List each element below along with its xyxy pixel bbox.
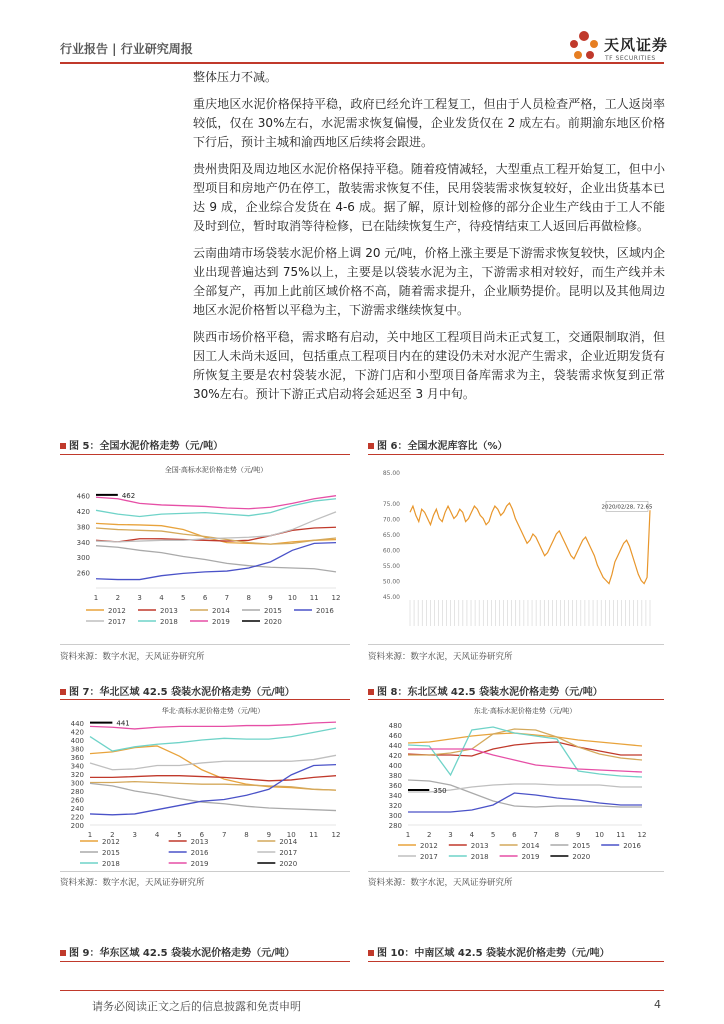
logo-icon: [566, 28, 602, 64]
footer-rule: [60, 990, 664, 991]
y-tick-label: 440: [70, 720, 84, 728]
legend-label-2017: 2017: [108, 618, 126, 626]
fig7-source: 资料来源：数字水泥，天风证券研究所: [60, 878, 205, 888]
legend-label-2019: 2019: [190, 860, 209, 868]
legend-label-2014: 2014: [279, 838, 298, 846]
fig6-chart: [368, 460, 664, 640]
legend-label-2020: 2020: [572, 853, 591, 861]
y-tick-label: 460: [76, 492, 90, 501]
series-line-2016: [408, 793, 642, 812]
x-tick-label: 12: [637, 831, 647, 839]
y-tick-label: 300: [70, 779, 84, 788]
y-tick-label: 260: [70, 796, 84, 805]
paragraph: 云南曲靖市场袋装水泥价格上调 20 元/吨，价格上涨主要是下游需求恢复较快，区域内企业出现普遍达到 75%以上，主要是以袋装水泥为主，下游需求相对较好，而生产线并未全部复产，再加上此前区域价格不高，随着需求提升，企业顺势提价。昆明以及其他周边地区水泥价格暂以平稳为主，下游需求继续恢复中。: [193, 246, 665, 317]
y-tick-label: 340: [76, 538, 90, 547]
y-tick-label: 300: [388, 812, 402, 820]
x-tick-label: 8: [246, 594, 251, 602]
legend-label-2012: 2012: [108, 607, 126, 615]
y-tick-label: 85.00: [382, 470, 400, 477]
x-tick-label: 6: [202, 594, 208, 602]
y-tick-label: 320: [388, 802, 402, 810]
x-tick-label: 8: [244, 831, 249, 839]
fig10-rule: [368, 961, 664, 962]
page-number: 4: [654, 998, 661, 1011]
y-tick-label: 50.00: [382, 578, 400, 586]
series-line-2018: [90, 728, 336, 751]
header-rule: [60, 62, 664, 64]
legend-label-2015: 2015: [572, 842, 591, 850]
y-tick-label: 70.00: [382, 516, 400, 524]
y-tick-label: 340: [388, 792, 402, 800]
x-tick-label: 1: [93, 594, 99, 602]
y-tick-label: 440: [388, 742, 402, 750]
fig8-title: 图 8：东北区域 42.5 袋装水泥价格走势（元/吨）: [368, 683, 603, 698]
y-tick-label: 300: [76, 554, 90, 563]
logo-name-en: TF SECURITIES: [605, 55, 656, 62]
y-tick-label: 75.00: [382, 501, 400, 508]
fig6-svg: [368, 460, 664, 640]
y-tick-label: 340: [70, 762, 84, 771]
fig8-rule: [368, 699, 664, 700]
legend-label-2018: 2018: [102, 860, 120, 868]
x-tick-label: 10: [287, 594, 297, 602]
footer-disclaimer: 请务必阅读正文之后的信息披露和免责申明: [92, 1000, 301, 1013]
fig9-rule: [60, 961, 350, 962]
x-tick-label: 4: [159, 594, 164, 602]
x-tick-label: 2: [110, 831, 115, 839]
y-tick-label: 420: [70, 728, 84, 737]
fig6-source: 资料来源：数字水泥，天风证券研究所: [368, 652, 513, 662]
legend-label-2020: 2020: [279, 860, 298, 868]
fig8-chart: [368, 703, 664, 868]
legend-label-2015: 2015: [264, 607, 282, 615]
fig10-title: 图 10：中南区域 42.5 袋装水泥价格走势（元/吨）: [368, 944, 610, 959]
fig5-title: 图 5：全国水泥价格走势（元/吨）: [60, 437, 223, 452]
legend-label-2012: 2012: [420, 842, 438, 850]
x-tick-label: 9: [268, 594, 273, 602]
x-tick-label: 2: [427, 831, 432, 839]
y-tick-label: 280: [388, 822, 402, 830]
legend-label-2018: 2018: [470, 853, 489, 861]
x-tick-label: 10: [594, 831, 604, 839]
fig8-svg: [368, 703, 664, 868]
x-tick-label: 3: [448, 831, 453, 839]
x-tick-label: 5: [181, 594, 186, 602]
fig8-bottom-rule: [368, 871, 664, 872]
y-tick-label: 200: [70, 822, 84, 830]
x-tick-label: 4: [154, 831, 160, 839]
legend-label-2015: 2015: [102, 849, 120, 857]
fig5-bottom-rule: [60, 644, 350, 645]
y-tick-label: 260: [76, 569, 90, 578]
legend-label-2017: 2017: [279, 849, 298, 857]
legend-label-2014: 2014: [212, 607, 230, 615]
x-tick-label: 7: [533, 831, 538, 839]
fig5-source: 资料来源：数字水泥，天风证券研究所: [60, 652, 205, 662]
fig5-svg: [60, 458, 350, 638]
fig5-chart: [60, 458, 350, 638]
y-tick-label: 280: [70, 788, 84, 796]
y-tick-label: 380: [76, 523, 90, 532]
x-tick-label: 2: [115, 594, 121, 602]
y-tick-label: 65.00: [382, 532, 400, 539]
legend-label-2019: 2019: [212, 618, 230, 626]
fig7-svg: [60, 703, 350, 868]
fig6-title: 图 6：全国水泥库容比（%）: [368, 437, 507, 452]
x-tick-label: 9: [575, 831, 581, 839]
annotation-2020: 350: [433, 787, 447, 795]
logo-name-cn: 天风证券: [604, 36, 669, 54]
y-tick-label: 400: [70, 737, 84, 745]
series-line-2015: [96, 546, 336, 572]
legend-label-2014: 2014: [521, 842, 540, 850]
y-tick-label: 380: [388, 772, 402, 780]
paragraph: 整体压力不减。: [193, 70, 278, 84]
x-tick-label: 10: [286, 831, 296, 839]
chart-title: 东北·高标水泥价格走势（元/吨）: [473, 707, 577, 715]
series-line-kurong: [410, 503, 650, 584]
series-line-2012: [90, 746, 336, 790]
legend-label-2020: 2020: [264, 618, 282, 626]
paragraph: 贵州贵阳及周边地区水泥价格保持平稳。随着疫情减轻，大型重点工程开始复工，但中小型项目和房地产仍在停工，散装需求恢复不佳，民用袋装需求恢复较好，企业出货基本已达 9 成，企业综合发货在 4-6 成。据了解，原计划检修的部分企业生产线由于工人不能及时到位，暂时取消等待检修，已在陆续恢复生产，待疫情结束工人返回后再做检修。: [193, 162, 665, 233]
x-tick-label: 7: [221, 831, 227, 839]
legend-label-2018: 2018: [160, 618, 178, 626]
y-tick-label: 420: [76, 508, 90, 517]
x-tick-label: 1: [87, 831, 93, 839]
paragraph: 陕西市场价格平稳，需求略有启动，关中地区工程项目尚未正式复工，交通限制取消，但因工人未尚未返回，包括重点工程项目内在的建设仍未对水泥产生需求，企业近期发货有所恢复主要是农村袋装水泥，下游门店和小型项目备库需求为主，袋装需求恢复到正常 30%左右。预计下游正式启动将会延迟至 3 月中旬。: [193, 330, 665, 401]
y-tick-label: 460: [388, 732, 402, 740]
annotation-2020: 441: [116, 719, 130, 728]
fig6-bottom-rule: [368, 644, 664, 645]
annotation-label: 2020/02/28, 72.65: [601, 504, 653, 511]
chart-title: 华北·高标水泥价格走势（元/吨）: [161, 707, 265, 715]
legend-label-2017: 2017: [420, 853, 438, 861]
chart-title: 全国·高标水泥价格走势（元/吨）: [164, 466, 268, 474]
x-tick-label: 3: [137, 594, 142, 602]
x-tick-label: 11: [616, 831, 626, 839]
fig6-rule: [368, 454, 664, 455]
x-tick-label: 8: [554, 831, 560, 839]
y-tick-label: 360: [70, 754, 84, 762]
fig7-chart: [60, 703, 350, 868]
y-tick-label: 320: [70, 771, 84, 779]
y-tick-label: 400: [388, 762, 402, 770]
fig5-rule: [60, 454, 350, 455]
x-tick-label: 12: [331, 594, 341, 602]
x-tick-label: 12: [331, 831, 341, 839]
y-tick-label: 45.00: [382, 594, 400, 601]
y-tick-label: 60.00: [382, 547, 400, 555]
fig7-bottom-rule: [60, 871, 350, 872]
x-tick-label: 4: [469, 831, 475, 839]
x-tick-label: 7: [224, 594, 230, 602]
x-tick-label: 9: [266, 831, 272, 839]
x-tick-label: 11: [309, 831, 319, 839]
series-line-2017: [90, 755, 336, 769]
annotation-2020: 462: [121, 491, 136, 500]
x-tick-label: 11: [309, 594, 319, 602]
x-tick-label: 5: [490, 831, 496, 839]
legend-label-2013: 2013: [190, 838, 209, 846]
report-category: 行业报告 | 行业研究周报: [60, 42, 193, 56]
x-tick-label: 1: [405, 831, 411, 839]
x-tick-label: 6: [199, 831, 205, 839]
x-tick-label: 5: [177, 831, 182, 839]
legend-label-2012: 2012: [102, 838, 120, 846]
x-tick-label: 3: [132, 831, 137, 839]
fig8-source: 资料来源：数字水泥，天风证券研究所: [368, 878, 513, 888]
legend-label-2016: 2016: [190, 849, 209, 857]
legend-label-2016: 2016: [316, 607, 334, 615]
y-tick-label: 55.00: [382, 563, 400, 570]
legend-label-2019: 2019: [521, 853, 540, 861]
y-tick-label: 480: [388, 722, 402, 730]
paragraph: 重庆地区水泥价格保持平稳，政府已经允许工程复工，但由于人员检查严格，工人返岗率较低，仅在 30%左右，水泥需求恢复偏慢，企业发货仅在 2 成左右。前期渝东地区价格下行后，预计主城和渝西地区后续将会跟进。: [193, 97, 665, 149]
legend-label-2013: 2013: [160, 607, 178, 615]
body-text: [193, 68, 665, 412]
series-line-2013: [90, 776, 336, 781]
fig7-rule: [60, 699, 350, 700]
y-tick-label: 220: [70, 813, 84, 822]
y-tick-label: 420: [388, 752, 402, 760]
legend-label-2013: 2013: [470, 842, 489, 850]
y-tick-label: 240: [70, 805, 84, 813]
y-tick-label: 360: [388, 782, 402, 790]
fig7-title: 图 7：华北区域 42.5 袋装水泥价格走势（元/吨）: [60, 683, 295, 698]
y-tick-label: 380: [70, 745, 84, 754]
fig9-title: 图 9：华东区域 42.5 袋装水泥价格走势（元/吨）: [60, 944, 295, 959]
legend-label-2016: 2016: [623, 842, 642, 850]
x-tick-label: 6: [512, 831, 517, 839]
